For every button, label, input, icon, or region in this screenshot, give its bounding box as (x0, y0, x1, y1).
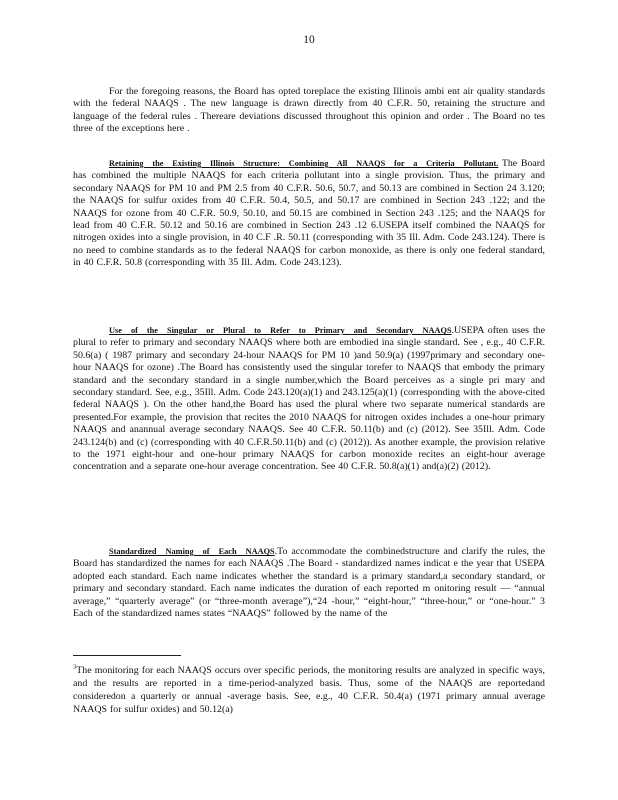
footnote-text: The monitoring for each NAAQS occurs over specific periods, the monitoring results are analyzed in specific ways, and the results are reported in a time-period-analyzed basis. Thus, some of the NAAQS are reportedand consideredon a quarterly or annual -average basis. See, e.g., 40 C.F.R. 50.4(a) (1971 primary annual average NAAQS for sulfur oxides) and 50.12(a) (73, 665, 545, 715)
paragraph-singular-plural-text: .USEPA often uses the plural to refer to primary and secondary NAAQS where both are embodied ina single standard. See , e.g., 40 C.F.R. 50.6(a) ( 1987 primary and secondary 24-hour NAAQS for PM 10 )and 50.9(a) (1997primary and secondary one-hour NAAQS for ozone) .The Board has consistently used the singular torefer to NAAQS that embody the primary standard and the secondary standard in a single number,which the Board perceives as a single pri mary and secondary standard. See, e.g., 35Ill. Adm. Code 243.120(a)(1) and 243.125(a)(1) (corresponding with the above-cited federal NAAQS ). On the other hand,the Board has used the plural where two separate numerical standards are presented.For example, the provision that recites the 2010 NAAQS for nitrogen oxides includes a one-hour primary NAAQS and anannual average secondary NAAQS. See 40 C.F.R. 50.11(b) and (c) (2012). See 35Ill. Adm. Code 243.124(b) and (c) (corresponding with 40 C.F.R.50.11(b) and (c) (2012)). As another example, the provision relative to the 1971 eight-hour and one-hour primary NAAQS for carbon monoxide recites an eight-hour average concentration and a separate one-hour average concentration. See 40 C.F.R. 50.8(a)(1) and(a)(2) (2012). (73, 325, 546, 473)
paragraph-naming-text: .To accommodate the combinedstructure and clarify the rules, the Board has standardized the names for each NAAQS .The Board - standardized names indicat e the year that USEPA adopted each standard. Each name indicates whether the standard is a primary standard,a secondary standard, or primary and secondary standard. Each name indicates the duration of each reported m onitoring result — “annual average,” “quarterly average” (or “three-month average”),“24 -hour,” “eight-hour,” “three-hour,” or “one-hour.” 3 Each of the standardized names states “NAAQS” followed by the name of the (73, 546, 545, 620)
paragraph-intro-text: For the foregoing reasons, the Board has opted toreplace the existing Illinois ambi ent air quality standards with the federal NAAQS . The new language is drawn directly from 40 C.F.R. 50, retaining the structure and language of the federal rules . Thereare deviations discussed throughout this opinion and order . The Board no tes three of the exceptions here . (73, 86, 545, 135)
footnote (73, 664, 545, 716)
page-number: 10 (303, 34, 315, 46)
paragraph-combining-naaqs (73, 158, 545, 270)
footnote-divider (73, 655, 181, 656)
section-heading-singular-plural: Use of the Singular or Plural to Refer to Primary and Secondary NAAQS (109, 326, 452, 335)
paragraph-intro (73, 86, 545, 136)
section-heading-naming: Standardized Naming of Each NAAQS (109, 547, 275, 556)
paragraph-combining-text: The Board has combined the multiple NAAQS for each criteria pollutant into a single provision. Thus, the primary and secondary NAAQS for PM 10 and PM 2.5 from 40 C.F.R. 50.6, 50.7, and 50.13 are combined in Section 24 3.120; the NAAQS for sulfur oxides from 40 C.F.R. 50.4, 50.5, and 50.17 are combined in Section 243 .122; and the NAAQS for ozone from 40 C.F.R. 50.9, 50.10, and 50.15 are combined in Section 243 .125; and the NAAQS for lead from 40 C.F.R. 50.12 and 50.16 are combined in Section 243 .12 6.USEPA itself combined the NAAQS for nitrogen oxides into a single provision, in 40 C.F .R. 50.11 (corresponding with 35 Ill. Adm. Code 243.124). There is no need to combine standards as to the federal NAAQS for carbon monoxide, as there is only one federal standard, in 40 C.F.R. 50.8 (corresponding with 35 Ill. Adm. Code 243.123). (73, 158, 545, 269)
footnote-marker: 3 (73, 663, 77, 671)
paragraph-singular-plural (73, 325, 545, 474)
paragraph-standardized-naming (73, 546, 545, 620)
section-heading-structure: Retaining the Existing Illinois Structure: Combining All NAAQS for a Criteria Pollutant. (109, 159, 499, 168)
